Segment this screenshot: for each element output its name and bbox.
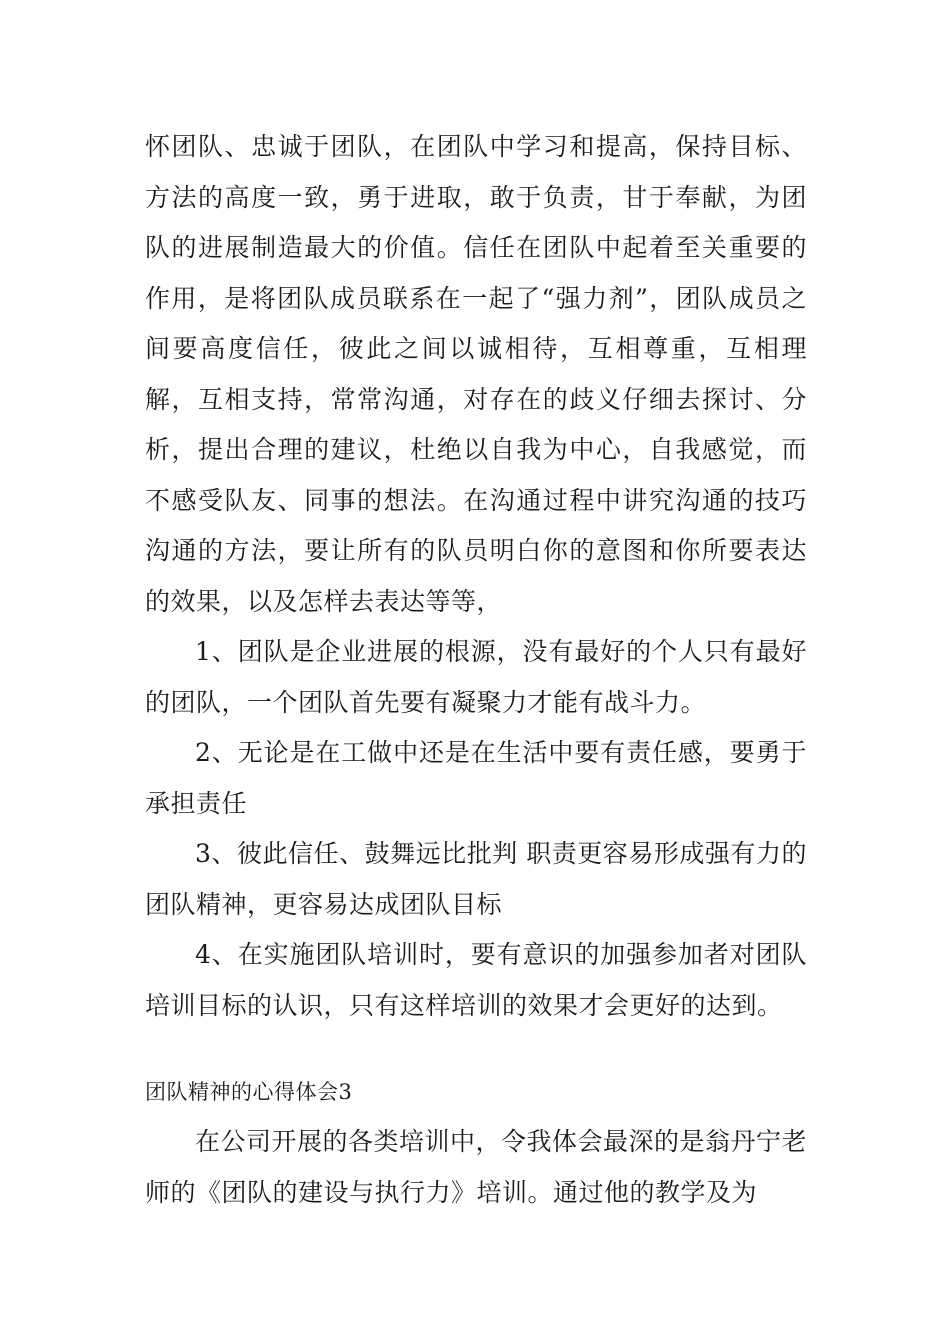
list-item-2: 2、无论是在工做中还是在生活中要有责任感，要勇于承担责任 — [145, 738, 807, 818]
body-paragraph-2: 在公司开展的各类培训中，令我体会最深的是翁丹宁老师的《团队的建设与执行力》培训。通过他的教学及为 — [145, 1127, 808, 1207]
section-heading: 团队精神的心得体会3 — [145, 1080, 353, 1104]
list-item-3: 3、彼此信任、鼓舞远比批判 职责更容易形成强有力的团队精神，更容易达成团队目标 — [145, 839, 807, 919]
body-paragraph: 怀团队、忠诚于团队，在团队中学习和提高，保持目标、方法的高度一致，勇于进取，敢于负责，甘于奉献，为团队的进展制造最大的价值。信任在团队中起着至关重要的作用，是将团队成员联系在一起了“强力剂”，团队成员之间要高度信任，彼此之间以诚相待，互相尊重，互相理解，互相支持，常常沟通，对存在的歧义仔细去探讨、分析，提出合理的建议，杜绝以自我为中心，自我感觉，而不感受队友、同事的想法。在沟通过程中讲究沟通的技巧沟通的方法，要让所有的队员明白你的意图和你所要表达的效果，以及怎样去表达等等， — [145, 132, 807, 616]
list-item-4: 4、在实施团队培训时，要有意识的加强参加者对团队培训目标的认识，只有这样培训的效果才会更好的达到。 — [145, 940, 807, 1020]
document-page — [145, 122, 807, 1218]
list-item-1: 1、团队是企业进展的根源，没有最好的个人只有最好的团队，一个团队首先要有凝聚力才能有战斗力。 — [145, 637, 807, 717]
